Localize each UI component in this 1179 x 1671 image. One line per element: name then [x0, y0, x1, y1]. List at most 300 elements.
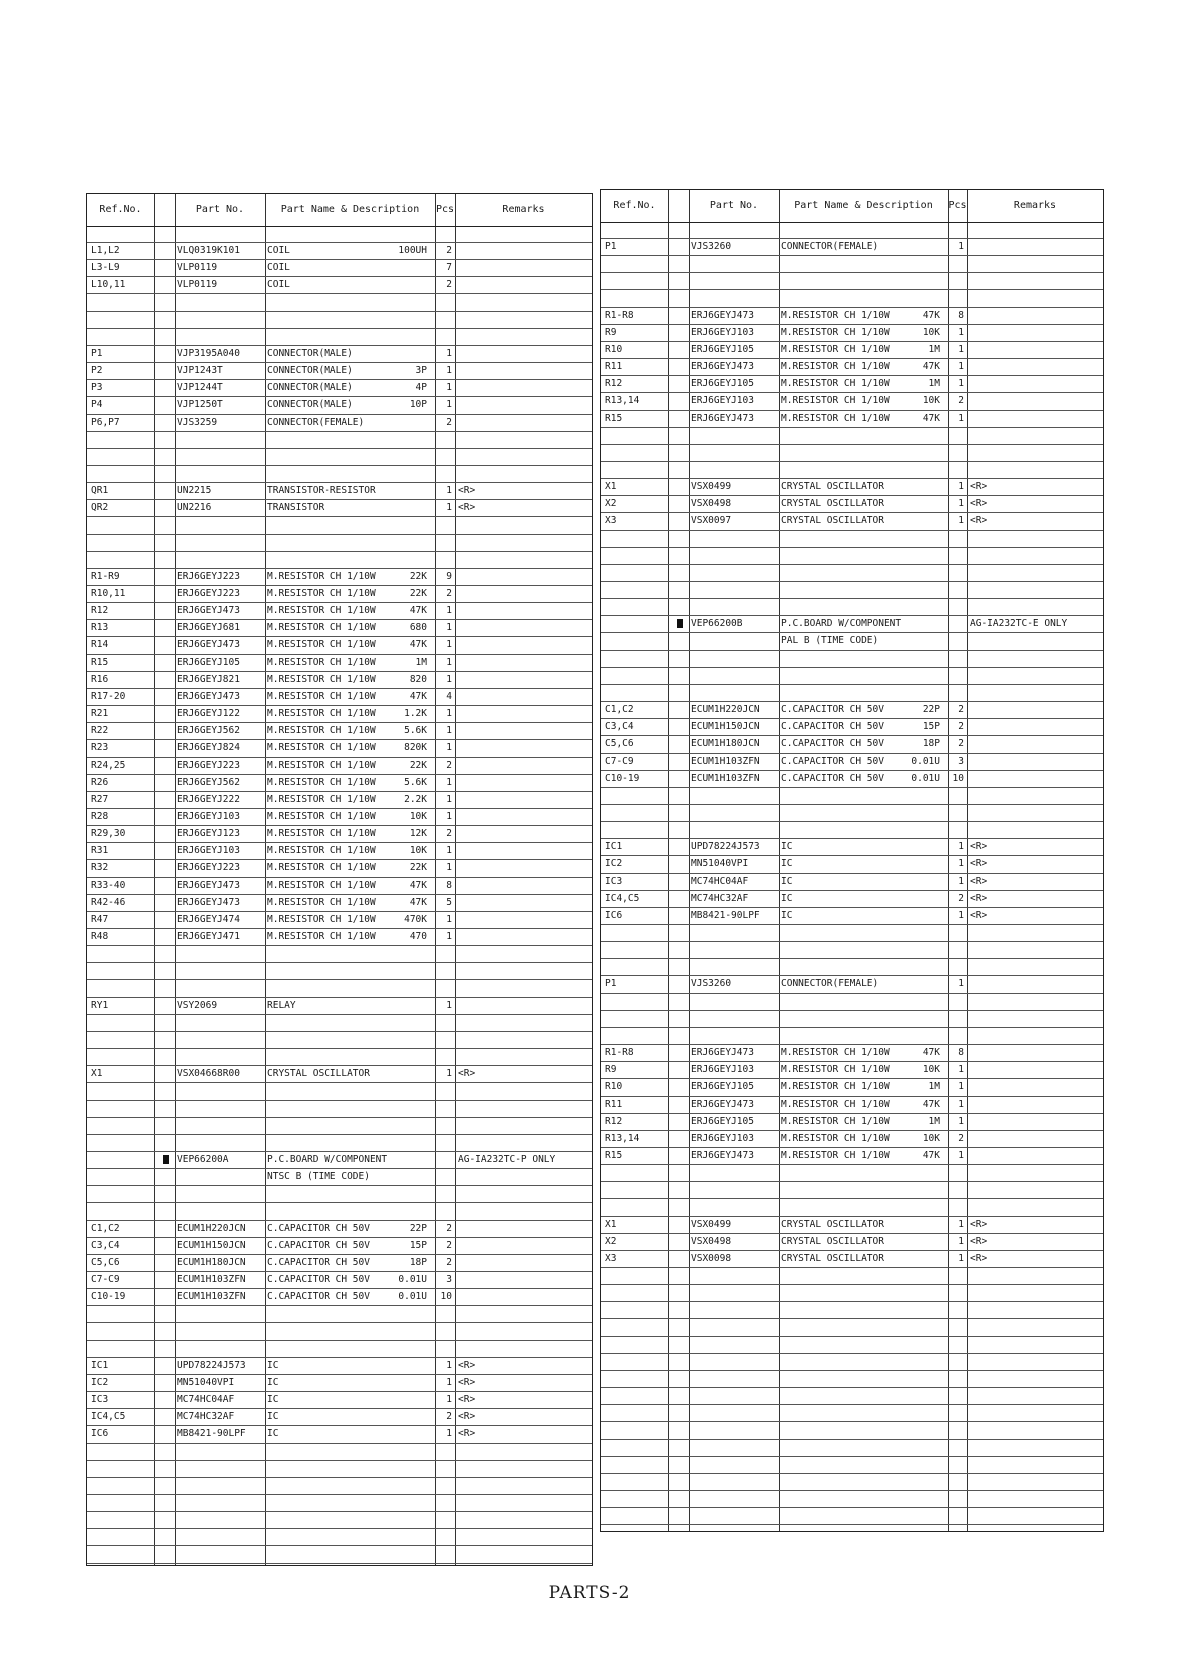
- part-no: ERJ6GEYJ123: [177, 828, 240, 840]
- part-description: M.RESISTOR CH 1/10W: [267, 656, 376, 668]
- part-no: ERJ6GEYJ562: [177, 725, 240, 737]
- part-description: CRYSTAL OSCILLATOR: [267, 1068, 370, 1080]
- remarks: <R>: [970, 1235, 988, 1247]
- part-description: M.RESISTOR CH 1/10W: [267, 742, 376, 754]
- pcs-count: 2: [958, 892, 964, 904]
- table-row: [87, 997, 592, 1014]
- header-desc: Part Name & Description: [280, 204, 420, 215]
- part-no: ERJ6GEYJ473: [177, 896, 240, 908]
- row-divider: [87, 1460, 592, 1461]
- part-value: 47K: [922, 361, 940, 373]
- row-divider: [87, 551, 592, 552]
- row-divider: [87, 1563, 592, 1564]
- pcs-count: 7: [446, 262, 452, 274]
- pcs-count: 8: [446, 879, 452, 891]
- ref-no: R1-R8: [605, 309, 634, 321]
- pcs-count: 1: [446, 1068, 452, 1080]
- row-divider: [601, 667, 1103, 668]
- part-description: TRANSISTOR-RESISTOR: [267, 485, 376, 497]
- pcs-count: 1: [446, 1394, 452, 1406]
- part-description: M.RESISTOR CH 1/10W: [267, 639, 376, 651]
- table-row: [601, 975, 1103, 992]
- part-no: MC74HC04AF: [177, 1394, 235, 1406]
- table-row: [87, 345, 592, 362]
- header-ref: Ref.No.: [99, 204, 142, 215]
- remarks: <R>: [970, 498, 988, 510]
- part-description: C.CAPACITOR CH 50V: [267, 1291, 370, 1303]
- part-value: 0.01U: [911, 755, 940, 767]
- part-description: M.RESISTOR CH 1/10W: [267, 828, 376, 840]
- row-divider: [601, 444, 1103, 445]
- ref-no: R33-40: [91, 879, 126, 891]
- remarks: <R>: [970, 1218, 988, 1230]
- row-divider: [87, 1202, 592, 1203]
- page-footer: PARTS-2: [548, 1583, 631, 1603]
- remarks: <R>: [970, 1252, 988, 1264]
- remarks: <R>: [458, 1359, 476, 1371]
- ref-no: R21: [91, 708, 109, 720]
- part-description: M.RESISTOR CH 1/10W: [267, 793, 376, 805]
- part-value: 22K: [409, 588, 427, 599]
- pcs-count: 3: [958, 755, 964, 767]
- ref-no: C7-C9: [605, 755, 634, 767]
- part-no: ERJ6GEYJ824: [177, 742, 240, 754]
- part-value: 1.2K: [404, 708, 427, 720]
- part-value: 47K: [922, 412, 940, 424]
- table-row: [87, 739, 592, 756]
- part-description: M.RESISTOR CH 1/10W: [781, 361, 890, 373]
- pcs-count: 1: [446, 1376, 452, 1388]
- part-value: 3P: [415, 365, 427, 377]
- row-divider: [601, 787, 1103, 788]
- row-divider: [601, 941, 1103, 942]
- pcs-count: 2: [446, 1239, 452, 1251]
- ref-no: IC1: [91, 1359, 109, 1371]
- row-divider: [87, 1528, 592, 1529]
- table-row: [87, 379, 592, 396]
- part-no: UPD78224J573: [177, 1359, 246, 1371]
- table-row: [601, 701, 1103, 718]
- table-row: [601, 770, 1103, 787]
- pcs-count: 4: [446, 690, 452, 702]
- row-divider: [87, 293, 592, 294]
- ref-no: R31: [91, 845, 109, 857]
- pcs-count: 1: [446, 793, 452, 805]
- table-row: [601, 1233, 1103, 1250]
- table-row: [87, 482, 592, 499]
- part-value: 10K: [922, 1064, 940, 1076]
- row-divider: [87, 1117, 592, 1118]
- part-description: M.RESISTOR CH 1/10W: [267, 605, 376, 617]
- part-no: ERJ6GEYJ473: [691, 1047, 754, 1059]
- part-no: ERJ6GEYJ103: [177, 845, 240, 857]
- ref-no: IC6: [605, 909, 623, 921]
- table-row: [87, 1357, 592, 1374]
- row-divider: [87, 1134, 592, 1135]
- ref-no: X1: [605, 481, 617, 493]
- ref-no: QR1: [91, 485, 109, 497]
- pcs-count: 2: [958, 704, 964, 716]
- ref-no: R22: [91, 725, 109, 737]
- part-value: 10K: [922, 1132, 940, 1144]
- row-divider: [87, 1477, 592, 1478]
- part-description: IC: [267, 1376, 279, 1388]
- part-no: ERJ6GEYJ562: [177, 776, 240, 788]
- pcs-count: 1: [446, 999, 452, 1011]
- part-value: 10P: [409, 399, 427, 411]
- part-no: VSX0499: [691, 481, 732, 493]
- row-divider: [601, 1404, 1103, 1405]
- part-no: ERJ6GEYJ223: [177, 570, 240, 582]
- row-divider: [601, 1353, 1103, 1354]
- part-no: ERJ6GEYJ473: [691, 361, 754, 373]
- part-description: M.RESISTOR CH 1/10W: [781, 378, 890, 390]
- table-row: [87, 585, 592, 602]
- ref-no: C3,C4: [605, 721, 634, 733]
- table-row: [87, 774, 592, 791]
- part-description: M.RESISTOR CH 1/10W: [781, 395, 890, 407]
- parts-table-left: [86, 193, 593, 1566]
- table-row: [601, 324, 1103, 341]
- part-description: M.RESISTOR CH 1/10W: [267, 845, 376, 857]
- ref-no: R23: [91, 742, 109, 754]
- ref-no: R10: [605, 1081, 623, 1093]
- part-no: UN2216: [177, 502, 212, 514]
- part-value: 10K: [409, 845, 427, 857]
- table-row: [87, 602, 592, 619]
- table-row: [87, 859, 592, 876]
- row-divider: [87, 1305, 592, 1306]
- part-no: ERJ6GEYJ105: [691, 378, 754, 390]
- ref-no: P1: [605, 978, 617, 990]
- row-divider: [601, 1027, 1103, 1028]
- part-description: CRYSTAL OSCILLATOR: [781, 481, 884, 493]
- pcs-count: 1: [446, 605, 452, 617]
- ref-no: R26: [91, 776, 109, 788]
- part-no: VJS3260: [691, 241, 732, 252]
- part-value: 0.01U: [398, 1291, 427, 1303]
- part-no: ERJ6GEYJ473: [177, 690, 240, 702]
- part-description: CONNECTOR(MALE): [267, 382, 353, 394]
- pcs-count: 1: [446, 502, 452, 514]
- table-row: [87, 808, 592, 825]
- remarks: <R>: [970, 481, 988, 493]
- part-value: 1M: [928, 1081, 940, 1093]
- part-no: VLQ0319K101: [177, 245, 240, 256]
- part-no: MC74HC04AF: [691, 875, 749, 887]
- part-no: ERJ6GEYJ473: [691, 309, 754, 321]
- table-row: [601, 375, 1103, 392]
- pcs-count: 2: [446, 1256, 452, 1268]
- row-divider: [601, 1421, 1103, 1422]
- part-description: M.RESISTOR CH 1/10W: [781, 1132, 890, 1144]
- remarks: AG-IA232TC-E ONLY: [970, 618, 1068, 630]
- part-description: CRYSTAL OSCILLATOR: [781, 515, 884, 527]
- part-no: VSX0498: [691, 498, 732, 510]
- part-no: ERJ6GEYJ103: [177, 810, 240, 822]
- ref-no: R15: [605, 412, 623, 424]
- header-part: Part No.: [709, 200, 759, 211]
- table-row: [87, 1220, 592, 1237]
- remarks: <R>: [970, 515, 988, 527]
- part-no: ERJ6GEYJ103: [691, 1132, 754, 1144]
- part-value: 22P: [409, 1222, 427, 1234]
- pcs-count: 2: [958, 1132, 964, 1144]
- part-description: M.RESISTOR CH 1/10W: [267, 725, 376, 737]
- part-description: IC: [781, 875, 793, 887]
- part-value: 47K: [922, 1098, 940, 1110]
- part-no: ERJ6GEYJ223: [177, 862, 240, 874]
- table-row: [87, 362, 592, 379]
- part-no: ECUM1H103ZFN: [177, 1274, 246, 1285]
- ref-no: R1-R8: [605, 1047, 634, 1059]
- part-description: M.RESISTOR CH 1/10W: [267, 570, 376, 582]
- table-row: [87, 1391, 592, 1408]
- pcs-count: 1: [446, 365, 452, 377]
- part-no: VLP0119: [177, 262, 218, 274]
- header-desc: Part Name & Description: [794, 200, 933, 211]
- part-description: P.C.BOARD W/COMPONENT: [781, 618, 902, 630]
- part-description: M.RESISTOR CH 1/10W: [267, 588, 376, 599]
- ref-no: C1,C2: [91, 1222, 120, 1234]
- remarks: <R>: [458, 485, 476, 497]
- pcs-count: 1: [446, 639, 452, 651]
- part-no: ERJ6GEYJ223: [177, 759, 240, 771]
- row-divider: [601, 1181, 1103, 1182]
- part-no: ERJ6GEYJ473: [177, 605, 240, 617]
- table-row: [601, 358, 1103, 375]
- row-divider: [601, 1524, 1103, 1525]
- pcs-count: 2: [446, 1411, 452, 1423]
- pcs-count: 1: [958, 361, 964, 373]
- row-divider: [601, 1284, 1103, 1285]
- ref-no: R12: [605, 1115, 623, 1127]
- part-no: ECUM1H220JCN: [691, 704, 760, 716]
- row-divider: [601, 289, 1103, 290]
- table-row: [87, 1254, 592, 1271]
- table-row: [87, 1425, 592, 1442]
- part-description: C.CAPACITOR CH 50V: [267, 1256, 370, 1268]
- table-row: [601, 632, 1103, 649]
- ref-no: C5,C6: [605, 738, 634, 750]
- table-row: [601, 1216, 1103, 1233]
- pcs-count: 1: [446, 931, 452, 942]
- pcs-count: 1: [446, 862, 452, 874]
- row-divider: [87, 465, 592, 466]
- pcs-count: 1: [958, 909, 964, 921]
- row-divider: [601, 1301, 1103, 1302]
- row-divider: [601, 1439, 1103, 1440]
- row-divider: [87, 516, 592, 517]
- part-description: CONNECTOR(FEMALE): [267, 416, 365, 428]
- pcs-count: 2: [958, 395, 964, 407]
- row-divider: [601, 1198, 1103, 1199]
- pcs-count: 1: [446, 673, 452, 685]
- ref-no: R15: [605, 1149, 623, 1161]
- part-description: PAL B (TIME CODE): [781, 635, 879, 647]
- ref-no: C3,C4: [91, 1239, 120, 1251]
- header-remarks: Remarks: [502, 204, 545, 215]
- row-divider: [601, 1164, 1103, 1165]
- row-divider: [601, 1507, 1103, 1508]
- remarks: AG-IA232TC-P ONLY: [458, 1153, 556, 1165]
- row-divider: [601, 564, 1103, 565]
- row-divider: [87, 945, 592, 946]
- part-description: M.RESISTOR CH 1/10W: [267, 708, 376, 720]
- part-description: C.CAPACITOR CH 50V: [267, 1239, 370, 1251]
- ref-no: C5,C6: [91, 1256, 120, 1268]
- row-divider: [87, 1511, 592, 1512]
- table-row: [601, 1061, 1103, 1078]
- ref-no: R10,11: [91, 588, 126, 599]
- table-row: [601, 735, 1103, 752]
- ref-no: R14: [91, 639, 109, 651]
- ref-no: R9: [605, 1064, 617, 1076]
- part-no: VJP1244T: [177, 382, 223, 394]
- part-description: CRYSTAL OSCILLATOR: [781, 1252, 884, 1264]
- ref-no: R48: [91, 931, 109, 942]
- header-ref: Ref.No.: [613, 200, 656, 211]
- ref-no: L1,L2: [91, 245, 120, 256]
- table-row: [87, 722, 592, 739]
- table-row: [87, 877, 592, 894]
- pcs-count: 2: [446, 759, 452, 771]
- table-row: [87, 791, 592, 808]
- row-divider: [601, 1370, 1103, 1371]
- ref-no: R16: [91, 673, 109, 685]
- row-divider: [601, 993, 1103, 994]
- part-no: ECUM1H220JCN: [177, 1222, 246, 1234]
- ref-no: R12: [605, 378, 623, 390]
- ref-no: L3-L9: [91, 262, 120, 274]
- ref-no: R24,25: [91, 759, 126, 771]
- pcs-count: 1: [958, 875, 964, 887]
- part-no: ERJ6GEYJ473: [691, 1149, 754, 1161]
- table-row: [601, 512, 1103, 529]
- ref-no: R11: [605, 361, 623, 373]
- pcs-count: 1: [958, 1149, 964, 1161]
- part-no: ECUM1H150JCN: [177, 1239, 246, 1251]
- part-description: NTSC B (TIME CODE): [267, 1171, 370, 1183]
- part-description: C.CAPACITOR CH 50V: [781, 755, 884, 767]
- ref-no: IC3: [605, 875, 623, 887]
- part-value: 10K: [409, 810, 427, 822]
- part-value: 5.6K: [404, 725, 427, 737]
- pcs-count: 1: [958, 515, 964, 527]
- table-row: [87, 825, 592, 842]
- table-row: [87, 1271, 592, 1288]
- table-row: [87, 276, 592, 293]
- table-row: [87, 568, 592, 585]
- table-header: [87, 194, 592, 227]
- part-description: M.RESISTOR CH 1/10W: [781, 1064, 890, 1076]
- parts-table-right: [600, 189, 1104, 1532]
- ref-no: P2: [91, 365, 103, 377]
- row-divider: [601, 821, 1103, 822]
- table-row: [601, 873, 1103, 890]
- part-description: C.CAPACITOR CH 50V: [267, 1274, 370, 1285]
- ref-no: R28: [91, 810, 109, 822]
- row-divider: [87, 431, 592, 432]
- part-value: 1M: [928, 378, 940, 390]
- pcs-count: 1: [958, 841, 964, 853]
- part-description: IC: [781, 909, 793, 921]
- pcs-count: 1: [958, 978, 964, 990]
- part-no: ERJ6GEYJ473: [177, 879, 240, 891]
- part-value: 22K: [409, 862, 427, 874]
- pcs-count: 1: [446, 1359, 452, 1371]
- row-divider: [601, 650, 1103, 651]
- ref-no: C1,C2: [605, 704, 634, 716]
- pcs-count: 1: [446, 708, 452, 720]
- remarks: <R>: [970, 909, 988, 921]
- row-divider: [601, 684, 1103, 685]
- row-divider: [601, 1318, 1103, 1319]
- part-no: VLP0119: [177, 279, 218, 291]
- pcs-count: 2: [446, 828, 452, 840]
- table-row: [87, 259, 592, 276]
- row-divider: [601, 272, 1103, 273]
- ref-no: IC6: [91, 1428, 109, 1440]
- part-value: 47K: [409, 879, 427, 891]
- part-no: VSX0499: [691, 1218, 732, 1230]
- part-description: M.RESISTOR CH 1/10W: [781, 1115, 890, 1127]
- ref-no: R10: [605, 343, 623, 355]
- part-description: M.RESISTOR CH 1/10W: [781, 1098, 890, 1110]
- part-value: 18P: [409, 1256, 427, 1268]
- pcs-count: 1: [958, 1115, 964, 1127]
- part-description: IC: [781, 892, 793, 904]
- part-description: CONNECTOR(MALE): [267, 365, 353, 377]
- part-description: M.RESISTOR CH 1/10W: [267, 690, 376, 702]
- part-no: ERJ6GEYJ103: [691, 1064, 754, 1076]
- table-row: [601, 1130, 1103, 1147]
- ref-no: P6,P7: [91, 416, 120, 428]
- ref-no: R13,14: [605, 395, 640, 407]
- table-row: [87, 1374, 592, 1391]
- ref-no: IC3: [91, 1394, 109, 1406]
- part-description: M.RESISTOR CH 1/10W: [267, 931, 376, 942]
- row-divider: [601, 1336, 1103, 1337]
- ref-no: X3: [605, 515, 617, 527]
- ref-no: R9: [605, 326, 617, 338]
- row-divider: [601, 804, 1103, 805]
- pcs-count: 1: [958, 1218, 964, 1230]
- pcs-count: 1: [446, 742, 452, 754]
- ref-no: C10-19: [91, 1291, 126, 1303]
- table-row: [601, 1147, 1103, 1164]
- part-no: MN51040VPI: [177, 1376, 235, 1388]
- part-no: VEP66200A: [177, 1153, 229, 1165]
- ref-no: R47: [91, 913, 109, 925]
- row-divider: [601, 461, 1103, 462]
- part-description: IC: [267, 1359, 279, 1371]
- part-no: ECUM1H103ZFN: [691, 755, 760, 767]
- remarks: <R>: [458, 1411, 476, 1423]
- part-value: 5.6K: [404, 776, 427, 788]
- part-value: 1M: [928, 1115, 940, 1127]
- ref-no: L10,11: [91, 279, 126, 291]
- part-no: ERJ6GEYJ103: [691, 326, 754, 338]
- ref-no: R15: [91, 656, 109, 668]
- table-row: [601, 1113, 1103, 1130]
- pcs-count: 8: [958, 309, 964, 321]
- part-description: M.RESISTOR CH 1/10W: [267, 879, 376, 891]
- pcs-count: 1: [958, 343, 964, 355]
- row-divider: [601, 255, 1103, 256]
- part-description: CONNECTOR(MALE): [267, 399, 353, 411]
- ref-no: IC4,C5: [91, 1411, 126, 1423]
